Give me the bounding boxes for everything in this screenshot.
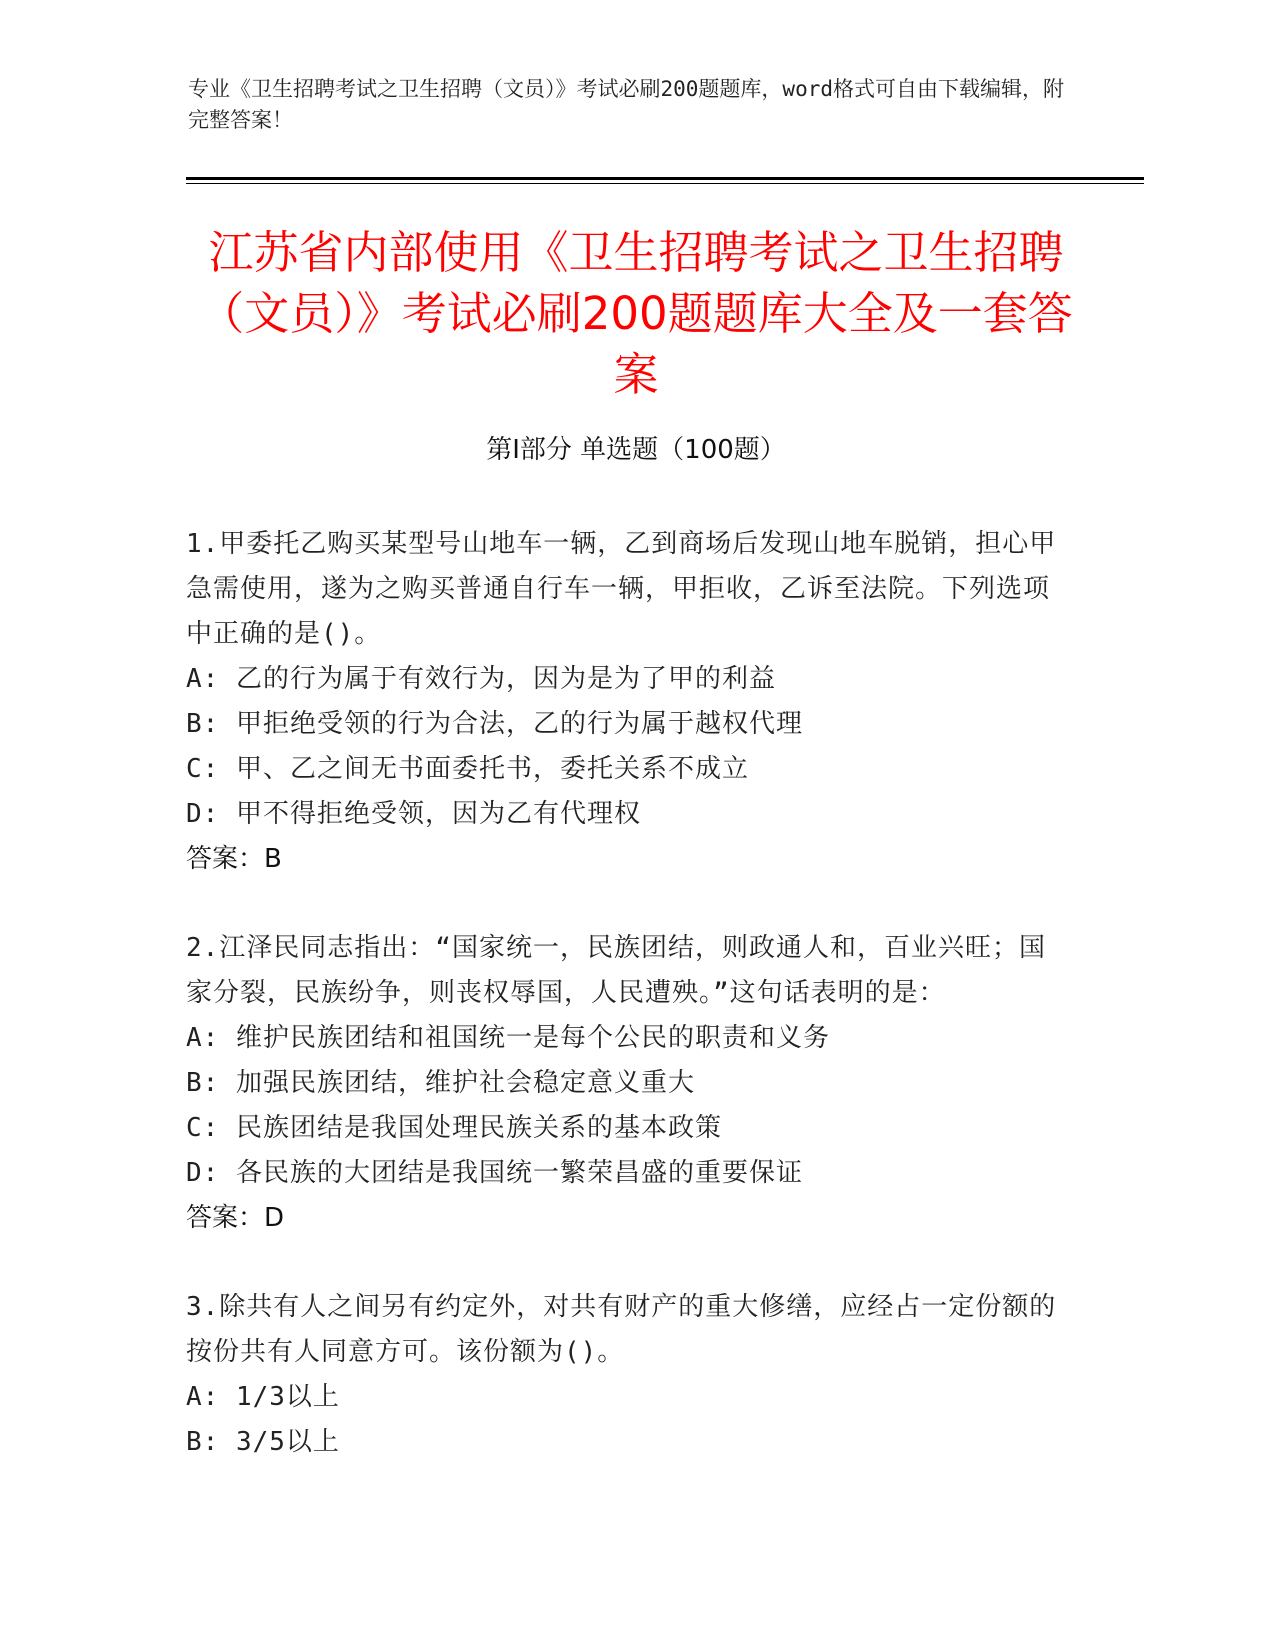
option-a: A: 1/3以上 bbox=[186, 1382, 340, 1412]
question-list bbox=[186, 522, 1066, 1509]
option-a: A: 乙的行为属于有效行为，因为是为了甲的利益 bbox=[186, 664, 776, 694]
question-stem: 1.甲委托乙购买某型号山地车一辆，乙到商场后发现山地车脱销，担心甲急需使用，遂为之购买普通自行车一辆，甲拒收，乙诉至法院。下列选项中正确的是()。 bbox=[186, 529, 1057, 649]
option-c: C: 民族团结是我国处理民族关系的基本政策 bbox=[186, 1113, 722, 1143]
question-stem: 2.江泽民同志指出：“国家统一，民族团结，则政通人和，百业兴旺；国家分裂，民族纷争，则丧权辱国，人民遭殃。”这句话表明的是： bbox=[186, 933, 1046, 1008]
option-b: B: 加强民族团结，维护社会稳定意义重大 bbox=[186, 1068, 695, 1098]
option-d: D: 各民族的大团结是我国统一繁荣昌盛的重要保证 bbox=[186, 1158, 803, 1188]
header-divider-thin bbox=[186, 183, 1144, 184]
question-3 bbox=[186, 1285, 1066, 1465]
option-d: D: 甲不得拒绝受领，因为乙有代理权 bbox=[186, 799, 641, 829]
question-stem: 3.除共有人之间另有约定外，对共有财产的重大修缮，应经占一定份额的按份共有人同意方可。该份额为()。 bbox=[186, 1292, 1057, 1367]
option-c: C: 甲、乙之间无书面委托书，委托关系不成立 bbox=[186, 754, 749, 784]
answer-line: 答案：D bbox=[186, 1203, 285, 1233]
section-title: 第I部分 单选题（100题） bbox=[486, 435, 786, 465]
option-b: B: 甲拒绝受领的行为合法，乙的行为属于越权代理 bbox=[186, 709, 803, 739]
answer-line: 答案：B bbox=[186, 844, 282, 874]
document-title: 江苏省内部使用《卫生招聘考试之卫生招聘（文员）》考试必刷200题题库大全及一套答案 bbox=[199, 226, 1073, 401]
header-divider-thick bbox=[186, 177, 1144, 180]
option-b: B: 3/5以上 bbox=[186, 1427, 340, 1457]
question-2 bbox=[186, 926, 1066, 1241]
question-1 bbox=[186, 522, 1066, 882]
option-a: A: 维护民族团结和祖国统一是每个公民的职责和义务 bbox=[186, 1023, 830, 1053]
header-note: 专业《卫生招聘考试之卫生招聘（文员）》考试必刷200题题库，word格式可自由下载编辑，附完整答案！ bbox=[188, 77, 1064, 132]
